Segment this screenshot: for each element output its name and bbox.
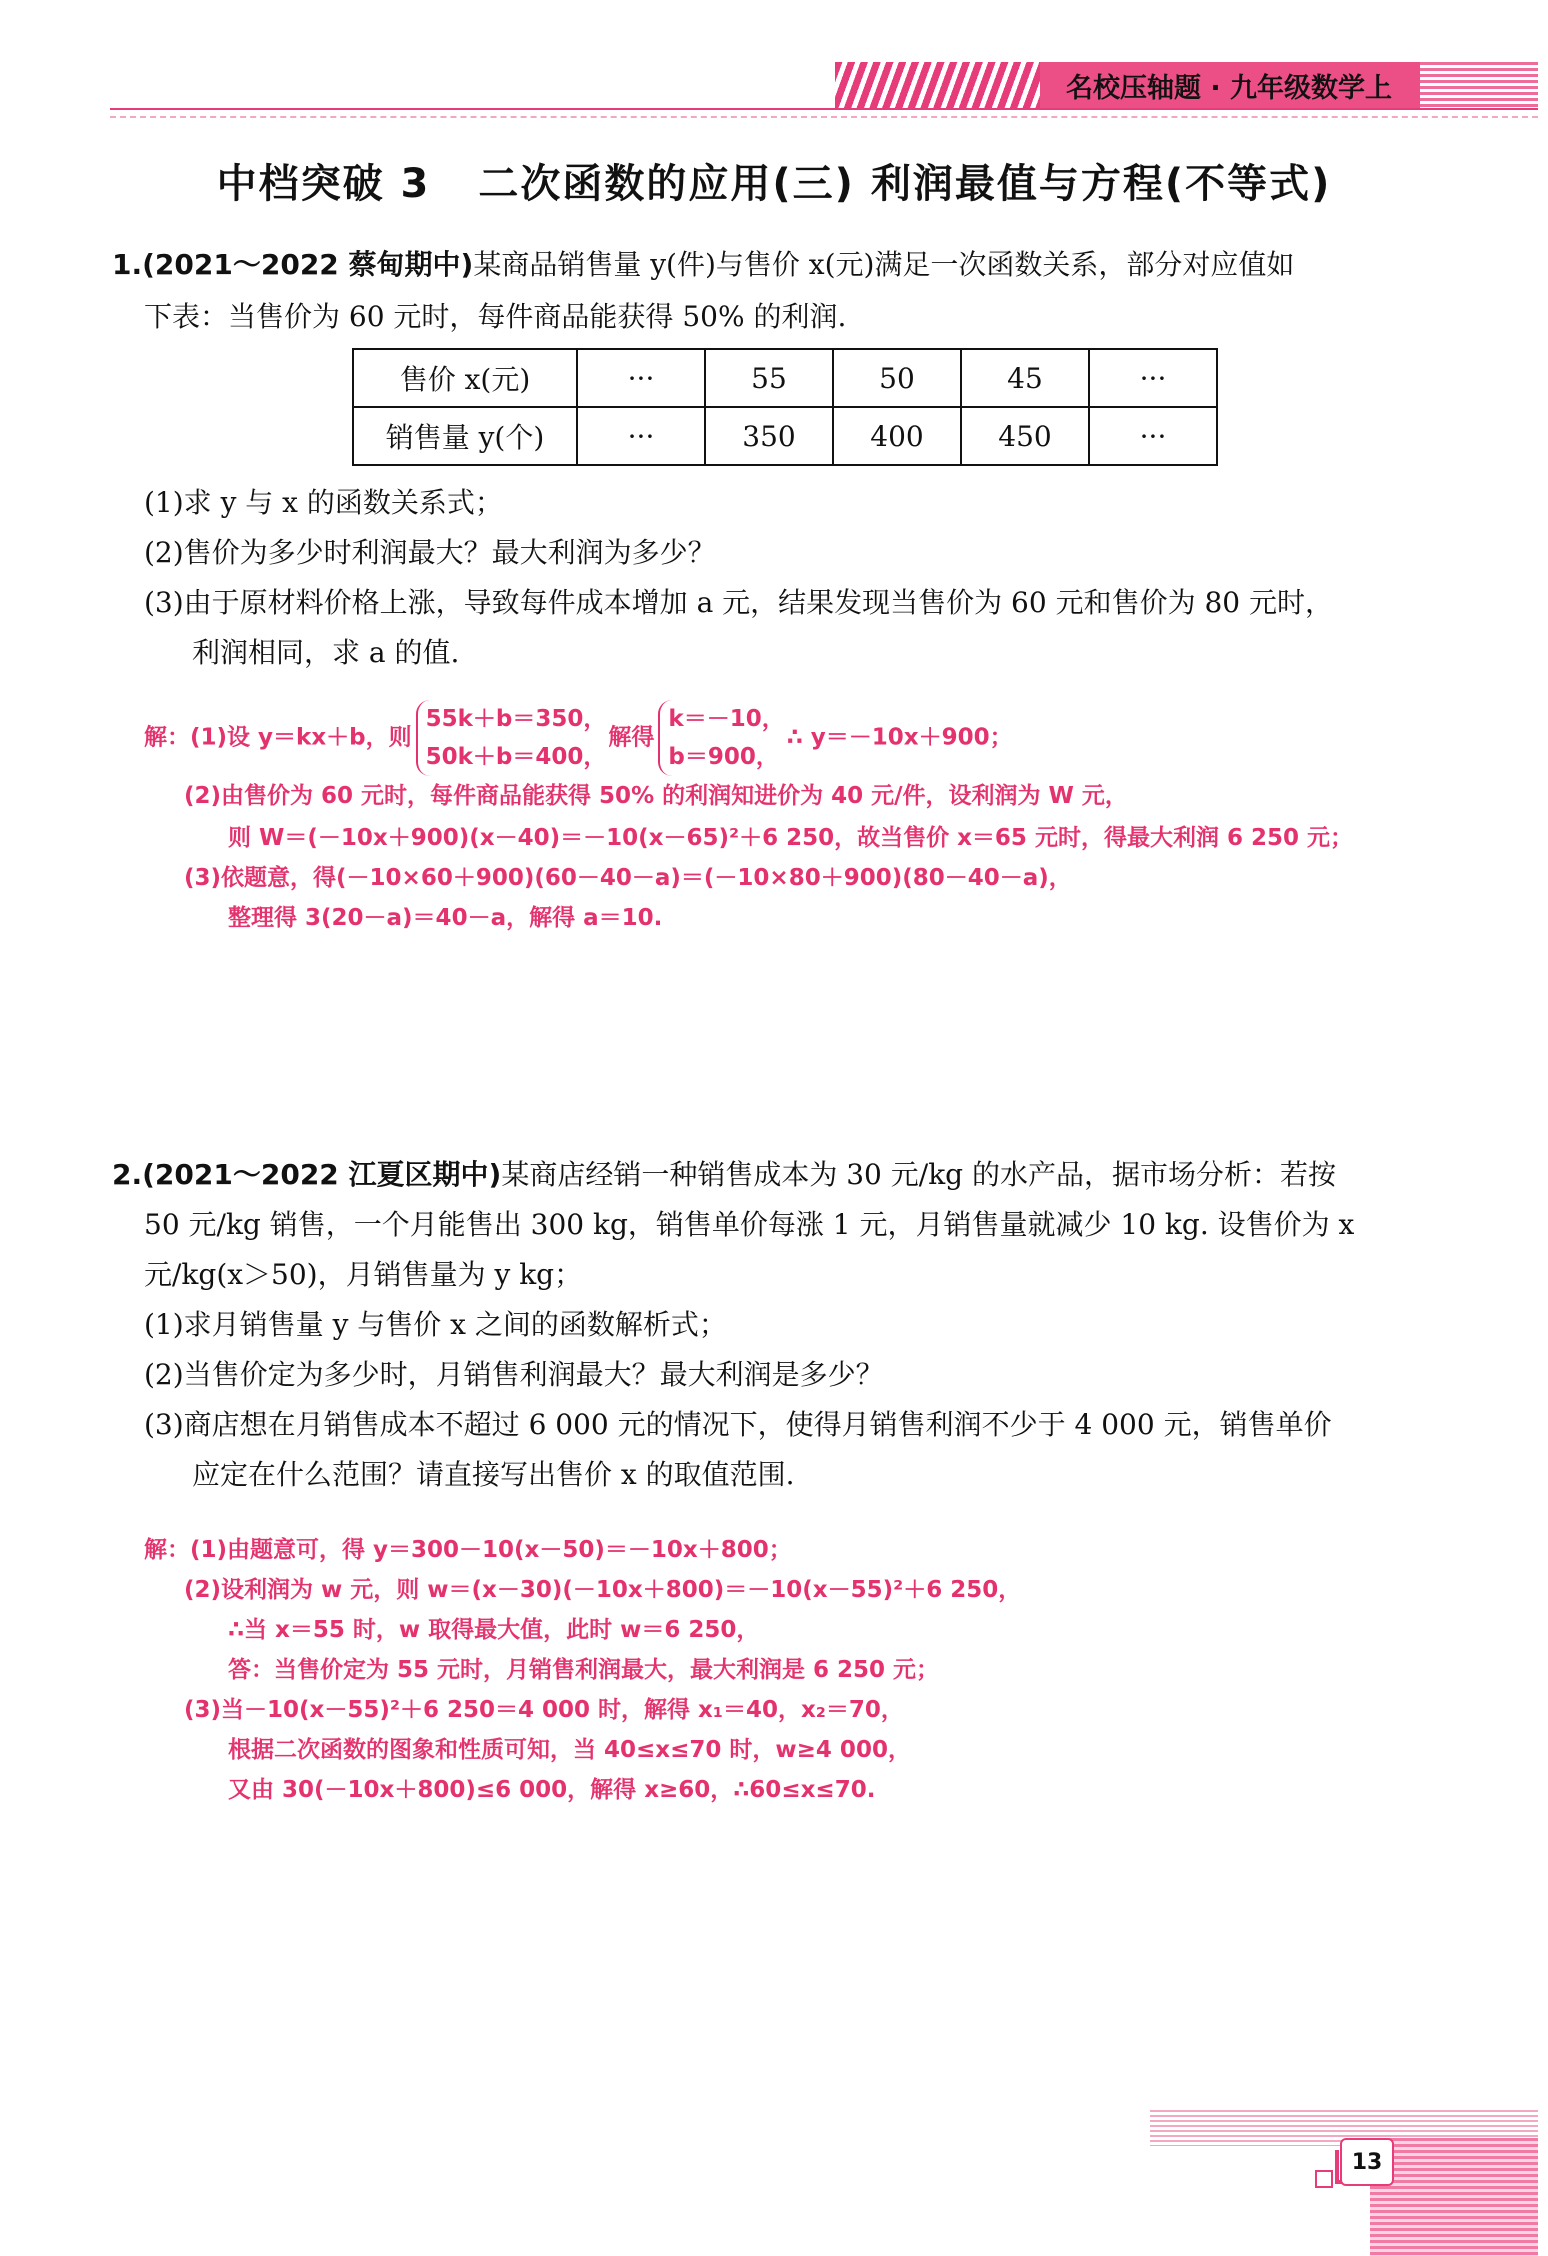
header-decoration xyxy=(1420,62,1538,108)
table-cell: 50 xyxy=(833,349,961,407)
table-row xyxy=(353,407,1217,465)
footer-square-icon xyxy=(1315,2170,1333,2188)
table-cell: ··· xyxy=(1089,349,1217,407)
a2-line2: (2)设利润为 w 元，则 w＝(x－30)(－10x＋800)＝－10(x－55)²＋6 250， xyxy=(184,1577,1022,1603)
q2-number: 2. xyxy=(112,1158,143,1191)
header-series-title: 名校压轴题 · 九年级数学上 xyxy=(1040,62,1420,108)
q1-sub1: (1)求 y 与 x 的函数关系式； xyxy=(144,486,503,519)
a1-line3: 则 W＝(－10x＋900)(x－40)＝－10(x－65)²＋6 250，故当售价 x＝65 元时，得最大利润 6 250 元； xyxy=(228,825,1353,851)
a2-line4: 答：当售价定为 55 元时，月销售利润最大，最大利润是 6 250 元； xyxy=(228,1657,940,1683)
a1-l1-post: ∴ y＝－10x＋900； xyxy=(786,724,1013,751)
a1-sol1: k＝－10， xyxy=(668,706,785,732)
q2-sub2: (2)当售价定为多少时，月销售利润最大？最大利润是多少？ xyxy=(144,1358,884,1391)
title-part2: 二次函数的应用(三) 利润最值与方程(不等式) xyxy=(478,161,1332,207)
a1-sol2: b＝900， xyxy=(668,744,779,770)
table-cell: 45 xyxy=(961,349,1089,407)
footer-block xyxy=(1370,2138,1538,2256)
a1-line5: 整理得 3(20－a)＝40－a，解得 a＝10. xyxy=(228,905,663,931)
table-row xyxy=(353,349,1217,407)
a1-line4: (3)依题意，得(－10×60＋900)(60－40－a)＝(－10×80＋900)(80－40－a)， xyxy=(184,865,1072,891)
a1-solution xyxy=(658,700,784,776)
a1-l1-pre: 解：(1)设 y＝kx＋b，则 xyxy=(144,724,412,751)
a2-line5: (3)当－10(x－55)²＋6 250＝4 000 时，解得 x₁＝40，x₂＝70， xyxy=(184,1697,904,1723)
a2-line7: 又由 30(－10x＋800)≤6 000，解得 x≥60，∴60≤x≤70. xyxy=(228,1777,876,1803)
page-title xyxy=(0,152,1548,209)
q2-text2: 50 元/kg 销售，一个月能售出 300 kg，销售单价每涨 1 元，月销售量就减少 10 kg. 设售价为 x xyxy=(144,1208,1355,1241)
q2-text3: 元/kg(x＞50)，月销售量为 y kg； xyxy=(144,1258,583,1291)
q1-line1 xyxy=(112,240,1294,290)
q1-source: (2021～2022 蔡甸期中) xyxy=(142,248,474,281)
a1-line2: (2)由售价为 60 元时，每件商品能获得 50% 的利润知进价为 40 元/件，设利润为 W 元， xyxy=(184,783,1128,809)
q2-source: (2021～2022 江夏区期中) xyxy=(142,1158,502,1191)
header-rule xyxy=(110,108,1538,110)
q1-number: 1. xyxy=(112,248,143,281)
a1-eq1: 55k＋b＝350， xyxy=(425,706,607,732)
q1-text1: 某商品销售量 y(件)与售价 x(元)满足一次函数关系，部分对应值如 xyxy=(473,248,1295,281)
table-cell: 销售量 y(个) xyxy=(353,407,577,465)
a2-line6: 根据二次函数的图象和性质可知，当 40≤x≤70 时，w≥4 000， xyxy=(228,1737,911,1763)
table-cell: 售价 x(元) xyxy=(353,349,577,407)
table-cell: ··· xyxy=(1089,407,1217,465)
q1-text2: 下表：当售价为 60 元时，每件商品能获得 50% 的利润. xyxy=(144,300,847,333)
q2-text1: 某商店经销一种销售成本为 30 元/kg 的水产品，据市场分析：若按 xyxy=(501,1158,1336,1191)
page-number: 13 xyxy=(1340,2138,1394,2186)
table-cell: 450 xyxy=(961,407,1089,465)
a1-line1 xyxy=(144,700,1013,776)
table-cell: 400 xyxy=(833,407,961,465)
header-stripes xyxy=(835,62,1040,108)
table-cell: 55 xyxy=(705,349,833,407)
a2-line3: ∴当 x＝55 时，w 取得最大值，此时 w＝6 250， xyxy=(228,1617,760,1643)
q2-sub3a: (3)商店想在月销售成本不超过 6 000 元的情况下，使得月销售利润不少于 4 000 元，销售单价 xyxy=(144,1408,1332,1441)
q1-sub3b: 利润相同，求 a 的值. xyxy=(192,636,460,669)
q2-line1 xyxy=(112,1150,1336,1200)
header-rule-dashed xyxy=(110,116,1538,118)
q1-table xyxy=(352,348,1218,466)
a1-eq2: 50k＋b＝400， xyxy=(425,744,607,770)
a1-l1-mid: 解得 xyxy=(608,724,655,751)
q1-sub3a: (3)由于原材料价格上涨，导致每件成本增加 a 元，结果发现当售价为 60 元和售价为 80 元时， xyxy=(144,586,1334,619)
a2-line1: 解：(1)由题意可，得 y＝300－10(x－50)＝－10x＋800； xyxy=(144,1537,792,1563)
q2-sub3b: 应定在什么范围？请直接写出售价 x 的取值范围. xyxy=(192,1458,795,1491)
table-cell: ··· xyxy=(577,407,705,465)
title-part1: 中档突破 3 xyxy=(216,161,431,207)
q1-sub2: (2)售价为多少时利润最大？最大利润为多少？ xyxy=(144,536,716,569)
table-cell: ··· xyxy=(577,349,705,407)
a1-system xyxy=(416,700,607,776)
table-cell: 350 xyxy=(705,407,833,465)
q2-sub1: (1)求月销售量 y 与售价 x 之间的函数解析式； xyxy=(144,1308,727,1341)
